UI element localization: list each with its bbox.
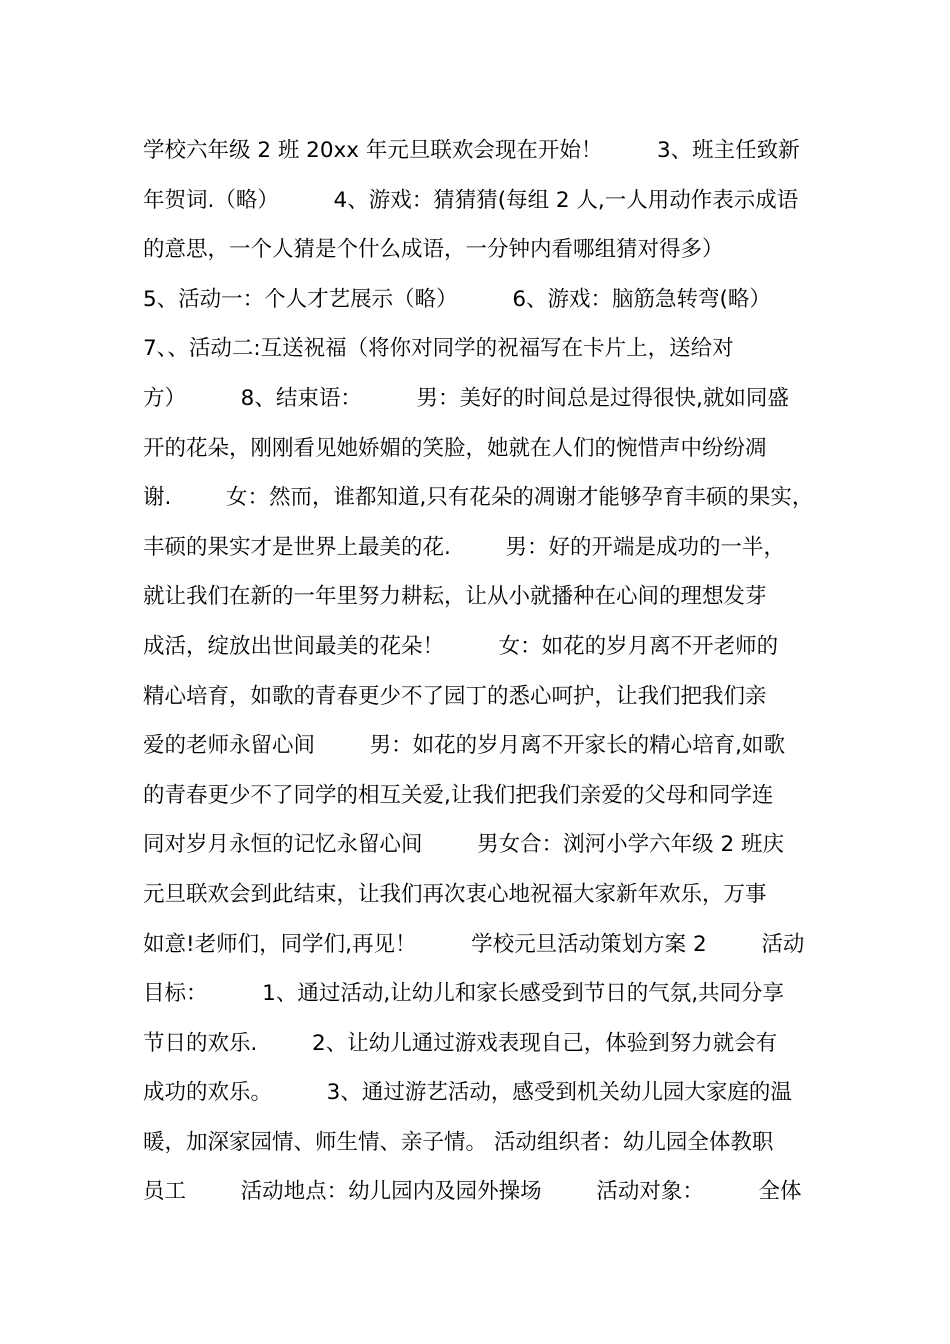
text-line: 成功的欢乐。 3、通过游艺活动，感受到机关幼儿园大家庭的温 [143,1080,792,1106]
text-line: 谢. 女：然而，谁都知道,只有花朵的凋谢才能够孕育丰硕的果实， [143,485,814,511]
text-line: 开的花朵，刚刚看见她娇媚的笑脸，她就在人们的惋惜声中纷纷凋 [143,435,767,461]
text-line: 的青春更少不了同学的相互关爱,让我们把我们亲爱的父母和同学连 [143,782,774,808]
text-line: 员工 活动地点：幼儿园内及园外操场 活动对象： 全体 [143,1179,802,1205]
text-line: 年贺词.（略） 4、游戏：猜猜猜(每组 2 人,一人用动作表示成语 [143,187,799,213]
text-line: 精心培育，如歌的青春更少不了园丁的悉心呵护，让我们把我们亲 [143,683,767,709]
text-line: 同对岁月永恒的记忆永留心间 男女合：浏河小学六年级 2 班庆 [143,832,785,858]
document-body [143,126,823,1217]
text-line: 方） 8、结束语： 男：美好的时间总是过得很快,就如同盛 [143,385,789,411]
text-line: 7、、活动二:互送祝福（将你对同学的祝福写在卡片上，送给对 [143,336,734,362]
text-line: 元旦联欢会到此结束，让我们再次衷心地祝福大家新年欢乐，万事 [143,881,767,907]
text-line: 成活，绽放出世间最美的花朵！ 女：如花的岁月离不开老师的 [143,633,779,659]
text-line: 节日的欢乐. 2、让幼儿通过游戏表现自己，体验到努力就会有 [143,1030,778,1056]
text-line: 暖，加深家园情、师生情、亲子情。 活动组织者：幼儿园全体教职 [143,1129,774,1155]
text-line: 学校六年级 2 班 20xx 年元旦联欢会现在开始！ 3、班主任致新 [143,138,800,163]
text-line: 目标： 1、通过活动,让幼儿和家长感受到节日的气氛,共同分享 [143,981,785,1007]
text-line: 5、活动一：个人才艺展示（略） 6、游戏：脑筋急转弯(略） [143,286,771,312]
text-line: 如意!老师们，同学们,再见！ 学校元旦活动策划方案 2 活动 [143,931,805,957]
text-line: 丰硕的果实才是世界上最美的花. 男：好的开端是成功的一半， [143,534,786,560]
text-line: 就让我们在新的一年里努力耕耘，让从小就播种在心间的理想发芽 [143,584,767,610]
text-line: 爱的老师永留心间 男：如花的岁月离不开家长的精心培育,如歌 [143,733,786,759]
text-line: 的意思，一个人猜是个什么成语，一分钟内看哪组猜对得多） [143,237,724,263]
